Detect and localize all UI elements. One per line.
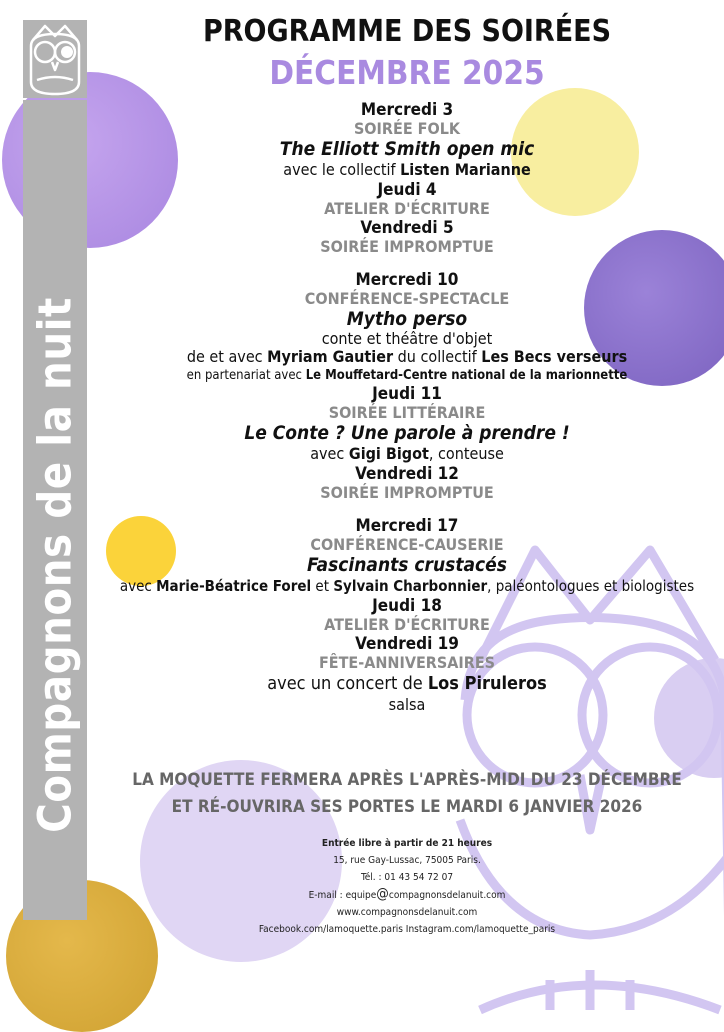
event-day: Vendredi 19 <box>355 634 459 654</box>
event-performer: Sylvain Charbonnier <box>333 577 488 595</box>
event-performer: Los Piruleros <box>427 673 547 694</box>
event-day: Jeudi 4 <box>377 180 437 200</box>
event-description <box>90 672 724 695</box>
event-block <box>90 100 724 180</box>
event-description <box>90 367 724 384</box>
event-description: salsa <box>388 695 426 714</box>
event-block <box>90 516 724 596</box>
event-category: ATELIER D'ÉCRITURE <box>324 615 490 634</box>
website-link[interactable]: www.compagnonsdelanuit.com <box>336 907 478 918</box>
event-show-title: Fascinants crustacés <box>307 554 507 576</box>
email-domain: compagnonsdelanuit.com <box>388 890 506 901</box>
event-block <box>90 218 724 256</box>
event-category: CONFÉRENCE-CAUSERIE <box>310 535 504 554</box>
event-day: Vendredi 12 <box>355 464 459 484</box>
event-text: et <box>311 577 334 595</box>
event-category: SOIRÉE IMPROMPTUE <box>320 483 494 502</box>
month-heading: DÉCEMBRE 2025 <box>269 53 545 92</box>
event-performer: Listen Marianne <box>400 160 531 179</box>
event-performer: Gigi Bigot <box>348 444 429 463</box>
event-text: , conteuse <box>428 444 504 463</box>
email <box>90 886 724 904</box>
event-description: conte et théâtre d'objet <box>321 329 493 348</box>
event-day: Jeudi 18 <box>372 596 442 616</box>
event-show-title: Le Conte ? Une parole à prendre ! <box>244 422 570 444</box>
event-block <box>90 596 724 634</box>
event-day: Jeudi 11 <box>372 384 442 404</box>
address: 15, rue Gay-Lussac, 75005 Paris. <box>333 855 481 866</box>
contact-info <box>90 835 724 938</box>
phone: Tél. : 01 43 54 72 07 <box>360 872 454 883</box>
social-links[interactable]: Facebook.com/lamoquette.paris Instagram.com/lamoquette_paris <box>258 924 556 935</box>
event-category: ATELIER D'ÉCRITURE <box>324 199 490 218</box>
event-block <box>90 634 724 715</box>
event-text: avec <box>310 444 349 463</box>
event-performer: Myriam Gautier <box>267 347 394 366</box>
event-description <box>90 160 724 180</box>
event-block <box>90 270 724 384</box>
closure-notice <box>90 767 724 821</box>
event-category: SOIRÉE LITTÉRAIRE <box>328 403 486 422</box>
event-show-title: Mytho perso <box>346 308 468 330</box>
event-text: du collectif <box>393 347 482 366</box>
event-category: SOIRÉE IMPROMPTUE <box>320 237 494 256</box>
event-text: de et avec <box>186 347 268 366</box>
event-text: avec <box>119 577 157 595</box>
event-text: en partenariat avec <box>186 368 306 383</box>
event-category: CONFÉRENCE-SPECTACLE <box>304 289 510 308</box>
email-text: E-mail : equipe <box>308 890 377 901</box>
event-description <box>90 347 724 367</box>
closure-notice-line: ET RÉ-OUVRIRA SES PORTES LE MARDI 6 JANVIER 2026 <box>171 797 643 817</box>
event-description <box>90 576 724 596</box>
entry-info: Entrée libre à partir de 21 heures <box>321 838 493 849</box>
event-category: FÊTE-ANNIVERSAIRES <box>318 653 496 672</box>
event-description <box>90 444 724 464</box>
logo <box>23 20 87 98</box>
email-at: @ <box>376 886 389 902</box>
event-block <box>90 384 724 464</box>
event-day: Mercredi 10 <box>355 270 459 290</box>
event-text: avec le collectif <box>283 160 401 179</box>
event-category: SOIRÉE FOLK <box>353 119 461 138</box>
event-text: avec un concert de <box>267 673 428 694</box>
event-text: , paléontologues et biologistes <box>487 577 695 595</box>
event-block <box>90 180 724 218</box>
event-day: Mercredi 3 <box>360 100 454 120</box>
event-show-title: The Elliott Smith open mic <box>279 138 535 160</box>
event-partner: Le Mouffetard-Centre national de la marionnette <box>305 368 628 383</box>
event-day: Vendredi 5 <box>360 218 454 238</box>
event-block <box>90 464 724 502</box>
page-title: PROGRAMME DES SOIRÉES <box>202 14 612 49</box>
closure-notice-line: LA MOQUETTE FERMERA APRÈS L'APRÈS-MIDI DU 23 DÉCEMBRE <box>132 770 682 790</box>
program-content <box>90 10 724 938</box>
event-performer: Les Becs verseurs <box>481 347 628 366</box>
event-day: Mercredi 17 <box>355 516 459 536</box>
sidebar-vertical-text: Compagnons de la nuit <box>28 297 82 833</box>
event-performer: Marie-Béatrice Forel <box>156 577 312 595</box>
owl-logo-icon <box>23 20 87 98</box>
